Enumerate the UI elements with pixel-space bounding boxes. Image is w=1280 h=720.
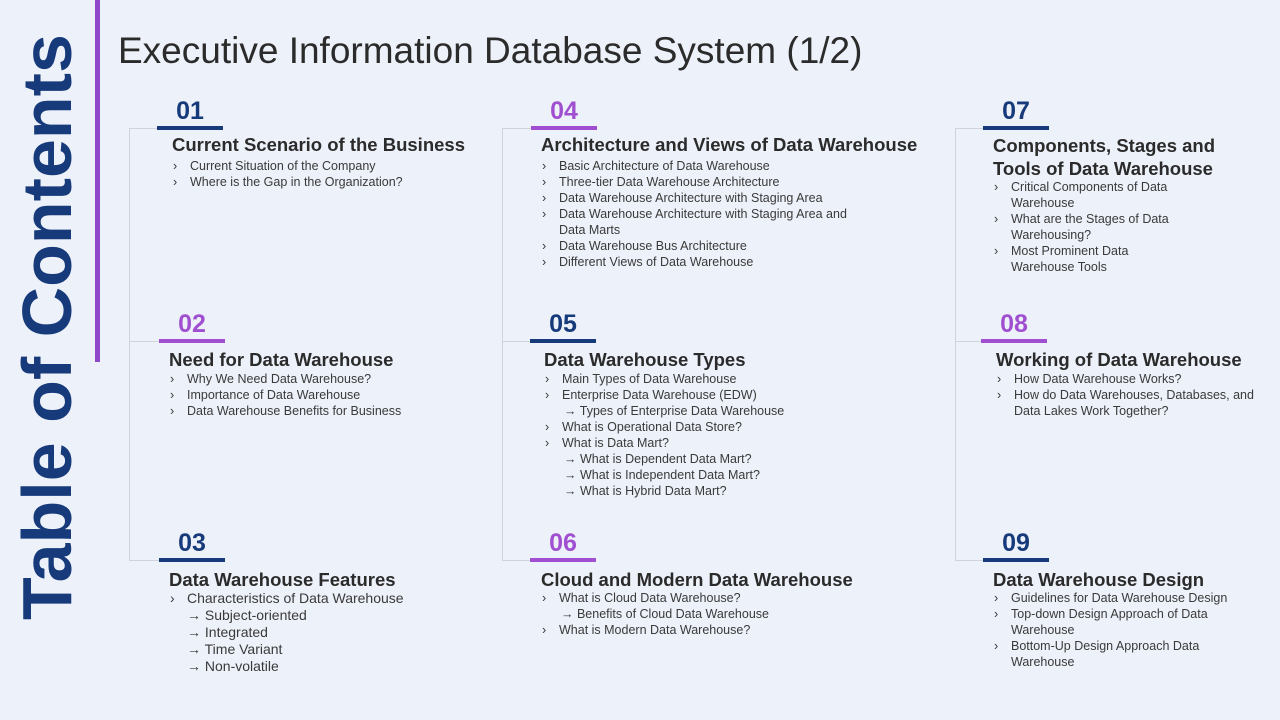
list-item [993,638,1255,670]
list-item [541,238,876,254]
item-text: What is Data Mart? [562,436,669,450]
section-number-underline [157,126,223,130]
list-item [993,179,1183,211]
section-title: Data Warehouse Features [169,569,396,590]
section-number: 05 [549,310,577,338]
item-text: Basic Architecture of Data Warehouse [559,159,770,173]
list-item [169,387,469,403]
list-item [544,435,874,499]
section-items [544,371,874,499]
section-items [169,371,469,419]
item-text: Guidelines for Data Warehouse Design [1011,591,1228,605]
section-title: Data Warehouse Design [993,569,1205,590]
section-items [996,371,1256,419]
item-text: Where is the Gap in the Organization? [190,175,403,189]
list-item [169,371,469,387]
sub-item: → Integrated [187,624,268,640]
section-number: 06 [549,529,577,557]
column-3-divider [955,128,956,560]
sub-item: → What is Hybrid Data Mart? [564,484,727,498]
item-text: Critical Components of Data Warehouse [1011,180,1168,210]
section-number-underline [531,126,597,130]
section-number: 02 [178,310,206,338]
section-items [541,590,876,638]
item-text: Current Situation of the Company [190,159,376,173]
section-connector [955,128,983,129]
item-text: What is Operational Data Store? [562,420,742,434]
section-connector [129,560,159,561]
list-item [996,387,1256,419]
section-number-underline [983,126,1049,130]
sub-item: → Time Variant [187,641,283,657]
item-text: Why We Need Data Warehouse? [187,372,372,386]
list-item [993,243,1183,275]
item-text: Most Prominent Data Warehouse Tools [1011,244,1129,274]
item-text: Bottom-Up Design Approach Data Warehouse [1011,639,1200,669]
list-item [993,211,1183,243]
section-number-underline [530,558,596,562]
section-number-underline [159,558,225,562]
item-text: What are the Stages of Data Warehousing? [1011,212,1169,242]
item-text: Different Views of Data Warehouse [559,255,754,269]
list-item [541,590,876,622]
section-title: Data Warehouse Types [544,349,746,370]
section-title: Components, Stages and Tools of Data Warehouse [993,135,1216,179]
sub-item: → Non-volatile [187,658,279,674]
list-item [541,190,876,206]
list-item [993,606,1255,638]
section-items [169,590,469,675]
list-item [541,174,876,190]
list-item [172,174,472,190]
section-number: 03 [178,529,206,557]
section-connector [129,128,157,129]
section-number-underline [530,339,596,343]
side-title: Table of Contents [8,34,86,620]
list-item [993,590,1255,606]
sub-item: → Benefits of Cloud Data Warehouse [561,607,769,621]
sub-item: → Types of Enterprise Data Warehouse [564,404,785,418]
section-title: Cloud and Modern Data Warehouse [541,569,853,590]
section-number: 01 [176,97,204,125]
page-title: Executive Information Database System (1/2) [118,30,863,71]
section-title: Working of Data Warehouse [996,349,1242,370]
item-text: How do Data Warehouses, Databases, and Data Lakes Work Together? [1014,388,1254,418]
section-number-underline [981,339,1047,343]
item-text: Characteristics of Data Warehouse [187,590,404,606]
item-text: What is Cloud Data Warehouse? [559,591,741,605]
item-text: Data Warehouse Bus Architecture [559,239,747,253]
section-connector [955,341,981,342]
item-text: Data Warehouse Architecture with Staging Area and Data Marts [559,207,847,237]
item-text: Main Types of Data Warehouse [562,372,737,386]
section-number: 07 [1002,97,1030,125]
section-connector [502,560,530,561]
section-items [993,590,1255,670]
list-item [172,158,472,174]
list-item [169,590,469,675]
list-item [541,158,876,174]
item-text: Three-tier Data Warehouse Architecture [559,175,780,189]
list-item [544,419,874,435]
item-text: Enterprise Data Warehouse (EDW) [562,388,757,402]
section-number: 09 [1002,529,1030,557]
section-connector [955,560,983,561]
list-item [996,371,1256,387]
column-1-divider [129,128,130,560]
section-items [172,158,472,190]
section-number: 04 [550,97,578,125]
item-text: Data Warehouse Benefits for Business [187,404,402,418]
section-connector [502,128,531,129]
side-accent-bar [95,0,100,362]
list-item [169,403,469,419]
section-connector [129,341,159,342]
section-items [541,158,876,270]
section-title: Need for Data Warehouse [169,349,394,370]
section-title: Current Scenario of the Business [172,134,465,155]
column-2-divider [502,128,503,560]
section-number-underline [983,558,1049,562]
item-text: How Data Warehouse Works? [1014,372,1182,386]
list-item [541,206,876,238]
item-text: What is Modern Data Warehouse? [559,623,751,637]
section-items [993,179,1183,275]
section-number: 08 [1000,310,1028,338]
list-item [544,387,874,419]
list-item [544,371,874,387]
item-text: Top-down Design Approach of Data Warehouse [1011,607,1208,637]
section-title: Architecture and Views of Data Warehouse [541,134,918,155]
list-item [541,622,876,638]
sub-item: → What is Independent Data Mart? [564,468,760,482]
list-item [541,254,876,270]
sub-item: → What is Dependent Data Mart? [564,452,752,466]
sub-item: → Subject-oriented [187,607,307,623]
item-text: Importance of Data Warehouse [187,388,361,402]
section-connector [502,341,530,342]
section-number-underline [159,339,225,343]
item-text: Data Warehouse Architecture with Staging Area [559,191,823,205]
